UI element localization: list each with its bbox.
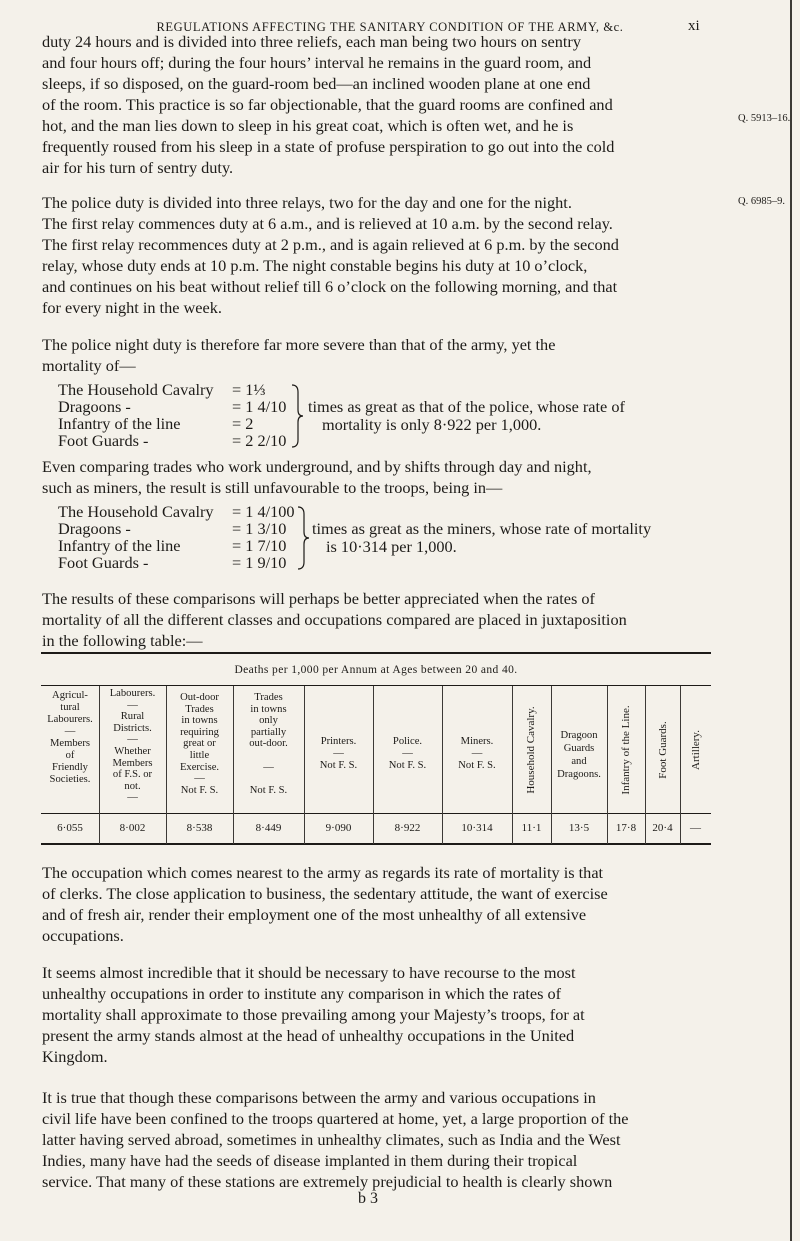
header-line: tural: [60, 702, 80, 713]
right-brace: [296, 506, 310, 570]
header-line: Labourers.: [47, 714, 93, 725]
table-title: Deaths per 1,000 per Annum at Ages between 20 and 40.: [234, 664, 518, 676]
miners-comparison-list: [58, 503, 295, 571]
header-line: Not F. S.: [180, 784, 219, 796]
table-cell-value: 10·314: [461, 822, 493, 834]
table-cell-value: 17·8: [615, 822, 637, 834]
text-line: The results of these comparisons will perhaps be better appreciated when the rates of: [42, 589, 595, 608]
text-line: and four hours off; during the four hours’ interval he remains in the guard room, and: [42, 53, 592, 72]
text-line: of the room. This practice is so far objectionable, that the guard rooms are confined and: [42, 95, 613, 114]
margin-note-question-ref: Q. 5913–16.: [738, 113, 791, 124]
header-line: Trades: [185, 703, 214, 715]
table-cell-value: 8·449: [255, 822, 282, 834]
column-divider: [680, 686, 681, 844]
header-line: Not F. S.: [458, 760, 496, 771]
text-line: is 10·314 per 1,000.: [326, 537, 457, 556]
header-line: great or: [183, 738, 216, 750]
paragraph-clerks: [42, 862, 710, 946]
ratio-value: = 1⅓: [232, 380, 266, 399]
header-line: Police.: [392, 736, 423, 747]
police-comparison-list: [58, 381, 286, 449]
header-line: —: [333, 748, 344, 759]
header-line: Whether: [114, 745, 151, 757]
page-edge-rule: [790, 0, 792, 1241]
ratio-row: [58, 503, 295, 520]
ratio-label: Foot Guards -: [58, 431, 149, 450]
header-line: Household Cavalry.: [525, 706, 537, 794]
text-line: air for his turn of sentry duty.: [42, 158, 234, 177]
column-header-infantry-of-the-line: [616, 692, 636, 808]
text-line: The police night duty is therefore far more severe than that of the army, yet the: [42, 335, 556, 354]
column-divider: [512, 686, 513, 844]
header-line: Trades: [254, 692, 283, 703]
header-line: requiring: [180, 726, 219, 738]
header-line: Districts.: [113, 722, 152, 734]
text-line: and of fresh air, render their employment one of the most unhealthy of all extensive: [42, 905, 587, 924]
ratio-label: The Household Cavalry: [58, 380, 214, 399]
header-line: —: [64, 726, 76, 737]
ratio-value: = 1 9/10: [232, 553, 287, 572]
header-line: —: [194, 773, 205, 785]
margin-note-question-ref: Q. 6985–9.: [738, 196, 785, 207]
header-line: of F.S. or: [112, 769, 153, 781]
text-line: The first relay commences duty at 6 a.m., and is relieved at 10 a.m. by the second relay.: [42, 214, 613, 233]
header-line: Artillery.: [690, 730, 702, 770]
text-line: latter having served abroad, sometimes in unhealthy climates, such as India and the West: [42, 1130, 621, 1149]
header-line: Agricul-: [52, 690, 88, 701]
header-line: Members: [112, 757, 153, 769]
ratio-value: = 1 4/10: [232, 397, 287, 416]
table-cell-value: 8·002: [119, 822, 146, 834]
text-line: It seems almost incredible that it should be necessary to have recourse to the most: [42, 963, 576, 982]
column-header-partially-outdoor-trades: [233, 692, 304, 796]
ratio-value: = 1 7/10: [232, 536, 287, 555]
header-line: little: [189, 749, 210, 761]
table-cell-value: 6·055: [57, 822, 83, 834]
ratio-row: [58, 537, 295, 554]
table-cell-value: 11·1: [521, 822, 542, 834]
text-line: of clerks. The close application to business, the sedentary attitude, the want of exercise: [42, 884, 608, 903]
column-header-outdoor-trades: [166, 692, 233, 796]
ratio-row: [58, 554, 295, 571]
ratio-row: [58, 520, 295, 537]
text-line: It is true that though these comparisons between the army and various occupations in: [42, 1088, 596, 1107]
column-header-artillery: [686, 692, 706, 808]
text-line: Kingdom.: [42, 1047, 108, 1066]
text-line: mortality of—: [42, 356, 136, 375]
header-line: —: [263, 761, 274, 773]
header-line: —: [471, 748, 483, 759]
ratio-row: [58, 415, 286, 432]
text-line: times as great as the miners, whose rate of mortality: [312, 519, 652, 538]
text-line: mortality of all the different classes and occupations compared are placed in juxtaposition: [42, 610, 627, 629]
header-line: Not F. S.: [249, 784, 288, 796]
header-line: [233, 773, 304, 785]
text-line: such as miners, the result is still unfavourable to the troops, being in—: [42, 478, 503, 497]
right-brace: [290, 384, 304, 448]
table-cell-value: 9·090: [325, 822, 352, 834]
header-line: Dragoons.: [557, 769, 601, 780]
running-title: REGULATIONS AFFECTING THE SANITARY CONDITION OF THE ARMY, &c.: [156, 20, 624, 34]
text-line: present the army stands almost at the head of unhealthy occupations in the United: [42, 1026, 575, 1045]
header-line: Foot Guards.: [657, 721, 669, 779]
table-cell-value: 8·538: [186, 822, 213, 834]
ratio-label: Dragoons -: [58, 397, 131, 416]
paragraph-troops-abroad: [42, 1087, 710, 1192]
ratio-label: Infantry of the line: [58, 536, 181, 555]
header-line: Miners.: [460, 736, 494, 747]
header-line: [233, 750, 304, 762]
column-header-miners: [442, 736, 512, 772]
police-comparison-conclusion: [308, 398, 625, 434]
table-cell-value: 20·4: [652, 822, 673, 834]
header-line: Infantry of the Line.: [620, 705, 632, 795]
column-header-printers: [304, 736, 373, 772]
ratio-value: = 1 3/10: [232, 519, 287, 538]
header-line: Printers.: [320, 736, 357, 747]
paragraph-miners: [42, 456, 710, 498]
text-line: civil life have been confined to the troops quartered at home, yet, a large proportion of the: [42, 1109, 629, 1128]
text-line: Even comparing trades who work underground, and by shifts through day and night,: [42, 457, 592, 476]
header-line: —: [127, 792, 138, 804]
column-divider: [607, 686, 608, 844]
table-cell-value: 8·922: [394, 822, 421, 834]
table-cell-value: 13·5: [568, 822, 590, 834]
text-line: The occupation which comes nearest to the army as regards its rate of mortality is that: [42, 863, 604, 882]
header-line: —: [127, 699, 138, 711]
header-line: Societies.: [49, 774, 91, 785]
text-line: frequently roused from his sleep in a state of profuse perspiration to go out into the cold: [42, 137, 615, 156]
column-header-rural-labourers: [99, 688, 166, 804]
paragraph-guard-duty: [42, 31, 710, 178]
header-line: Guards: [563, 743, 595, 754]
header-line: Friendly: [52, 762, 88, 773]
column-header-agricultural-labourers: [41, 690, 99, 786]
header-line: and: [571, 756, 587, 767]
mortality-table: [41, 652, 711, 846]
ratio-row: [58, 432, 286, 449]
column-header-household-cavalry: [521, 692, 541, 808]
header-line: —: [127, 734, 138, 746]
header-line: partially: [250, 726, 287, 738]
paragraph-police-duty: [42, 192, 710, 318]
paragraph-police-night-duty: [42, 334, 710, 376]
table-bottom-rule: [41, 843, 711, 845]
text-line: unhealthy occupations in order to institute any comparison in which the rates of: [42, 984, 562, 1003]
ratio-label: Infantry of the line: [58, 414, 181, 433]
text-line: The first relay recommences duty at 2 p.m., and is again relieved at 6 p.m. by the second: [42, 235, 619, 254]
header-line: in towns: [250, 703, 287, 715]
text-line: hot, and the man lies down to sleep in his great coat, which is often wet, and he is: [42, 116, 574, 135]
header-line: —: [402, 748, 413, 759]
text-line: and continues on his beat without relief till 6 o’clock on the following morning, and that: [42, 277, 618, 296]
ratio-value: = 1 4/100: [232, 502, 295, 521]
ratio-value: = 2: [232, 414, 254, 433]
header-line: Rural: [120, 711, 145, 723]
column-header-dragoons: [551, 729, 607, 781]
ratio-label: The Household Cavalry: [58, 502, 214, 521]
header-line: Not F. S.: [388, 760, 427, 771]
column-header-police: [373, 736, 442, 772]
text-line: duty 24 hours and is divided into three reliefs, each man being two hours on sentry: [42, 32, 581, 51]
text-line: mortality is only 8·922 per 1,000.: [322, 415, 542, 434]
miners-comparison-conclusion: [312, 520, 651, 556]
ratio-label: Dragoons -: [58, 519, 131, 538]
ratio-row: [58, 381, 286, 398]
header-line: in towns: [181, 715, 218, 727]
text-line: for every night in the week.: [42, 298, 222, 317]
column-divider: [645, 686, 646, 844]
table-rule: [41, 813, 711, 814]
text-line: service. That many of these stations are extremely prejudicial to health is clearly shown: [42, 1172, 613, 1191]
signature-mark: b 3: [358, 1190, 378, 1207]
header-line: only: [259, 715, 278, 727]
text-line: Indies, many have had the seeds of disease implanted in them during their tropical: [42, 1151, 578, 1170]
paragraph-unhealthy-occupations: [42, 962, 710, 1067]
ratio-label: Foot Guards -: [58, 553, 149, 572]
page-number: xi: [688, 18, 700, 34]
text-line: The police duty is divided into three relays, two for the day and one for the night.: [42, 193, 572, 212]
header-line: Exercise.: [179, 761, 220, 773]
paragraph-table-intro: [42, 588, 710, 651]
header-line: Labourers.: [109, 688, 156, 699]
table-cell-value: —: [690, 822, 701, 834]
header-line: out-door.: [249, 738, 288, 750]
column-header-foot-guards: [653, 692, 673, 808]
text-line: occupations.: [42, 926, 124, 945]
header-line: of: [65, 750, 75, 761]
header-line: Not F. S.: [319, 760, 358, 771]
text-line: in the following table:—: [42, 631, 203, 650]
text-line: relay, whose duty ends at 10 p.m. The night constable begins his duty at 10 o’clock,: [42, 256, 588, 275]
ratio-value: = 2 2/10: [232, 431, 287, 450]
header-line: Members: [49, 738, 90, 749]
text-line: sleeps, if so disposed, on the guard-room bed—an inclined wooden plane at one end: [42, 74, 591, 93]
header-line: Out-door: [180, 692, 219, 703]
table-top-rule: [41, 652, 711, 654]
text-line: mortality shall approximate to those prevailing among your Majesty’s troops, for at: [42, 1005, 585, 1024]
header-line: Dragoon: [560, 730, 598, 741]
header-line: not.: [124, 780, 141, 792]
table-rule: [41, 685, 711, 686]
ratio-row: [58, 398, 286, 415]
text-line: times as great as that of the police, whose rate of: [308, 397, 625, 416]
